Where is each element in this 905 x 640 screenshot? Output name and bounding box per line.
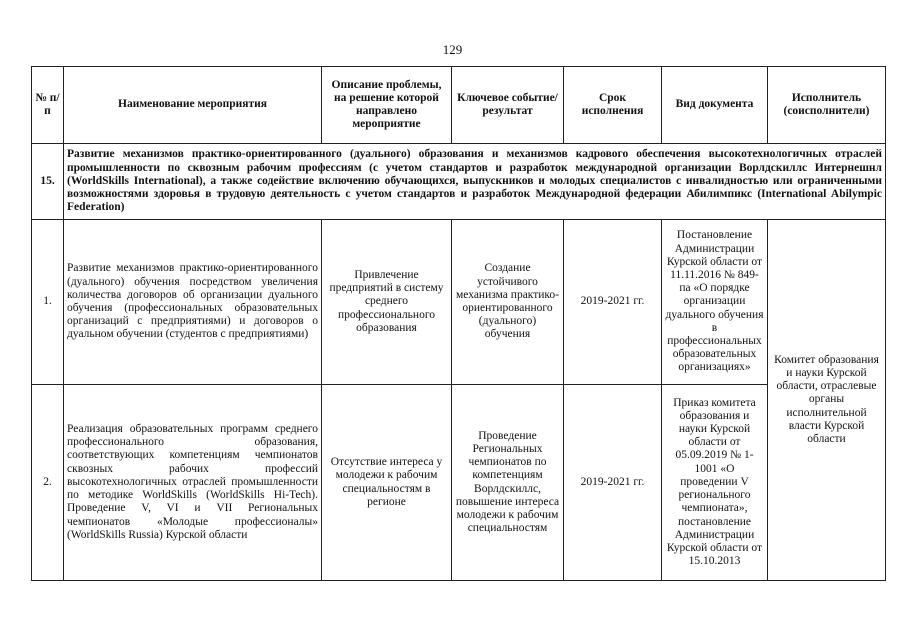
table-row — [32, 220, 886, 385]
header-row — [32, 67, 886, 144]
header-event: Ключевое событие/ результат — [452, 67, 564, 144]
header-name: Наименование мероприятия — [64, 67, 322, 144]
row-term: 2019-2021 гг. — [564, 220, 662, 385]
row-number: 2. — [32, 385, 64, 581]
row-doc: Приказ комитета образования и науки Курской области от 05.09.2019 № 1-1001 «О проведении V регионального чемпионата», постановление Администрации Курской области от 15.10.2013 — [662, 385, 768, 581]
row-problem: Отсутствие интереса у молодежи к рабочим специальностям в регионе — [322, 385, 452, 581]
header-executor: Исполнитель (соисполнители) — [768, 67, 886, 144]
page-number: 129 — [442, 42, 463, 57]
header-term: Срок исполнения — [564, 67, 662, 144]
executor-cell: Комитет образования и науки Курской области, отраслевые органы исполнительной власти Курской области — [768, 220, 886, 581]
header-problem: Описание проблемы, на решение которой направлено мероприятие — [322, 67, 452, 144]
row-number: 1. — [32, 220, 64, 385]
header-num: № п/п — [32, 67, 64, 144]
section-row — [32, 144, 886, 220]
row-name: Развитие механизмов практико-ориентированного (дуального) обучения посредством увеличения количества договоров об организации дуального обучения (профессиональных образовательных организаций с предприятиями) и договоров о дуальном обучении (студентов с предприятиями) — [64, 220, 322, 385]
row-doc: Постановление Администрации Курской области от 11.11.2016 № 849-па «О порядке организации дуального обучения в профессиональных образовательных организациях» — [662, 220, 768, 385]
row-event: Создание устойчивого механизма практико-ориентированного (дуального) обучения — [452, 220, 564, 385]
row-event: Проведение Региональных чемпионатов по компетенциям Ворлдскиллс, повышение интереса молодежи к рабочим специальностям — [452, 385, 564, 581]
header-doc: Вид документа — [662, 67, 768, 144]
row-problem: Привлечение предприятий в систему среднего профессионального образования — [322, 220, 452, 385]
measures-table — [31, 66, 886, 581]
row-name: Реализация образовательных программ среднего профессионального образования, соответствующих компетенциям чемпионатов сквозных рабочих профессий высокотехнологичных отраслей промышленности по методике WorldSkills (WorldSkills Hi-Tech). Проведение V, VI и VII Региональных чемпионатов «Молодые профессионалы» (WorldSkills Russia) Курской области — [64, 385, 322, 581]
section-number: 15. — [32, 144, 64, 220]
row-term: 2019-2021 гг. — [564, 385, 662, 581]
table-row — [32, 385, 886, 581]
section-title: Развитие механизмов практико-ориентированного (дуального) образования и механизмов кадрового обеспечения высокотехнологичных отраслей промышленности по сквозным рабочим профессиям (с учетом стандартов и разработок международной организации Ворлдскиллс Интернешнл (WorldSkills International), а также содействие включению обучающихся, выпускников и молодых специалистов с инвалидностью или ограниченными возможностями здоровья в трудовую деятельность с учетом стандартов и разработок Международной федерации Абилимпикс (International Abilympic Federation) — [64, 144, 886, 220]
